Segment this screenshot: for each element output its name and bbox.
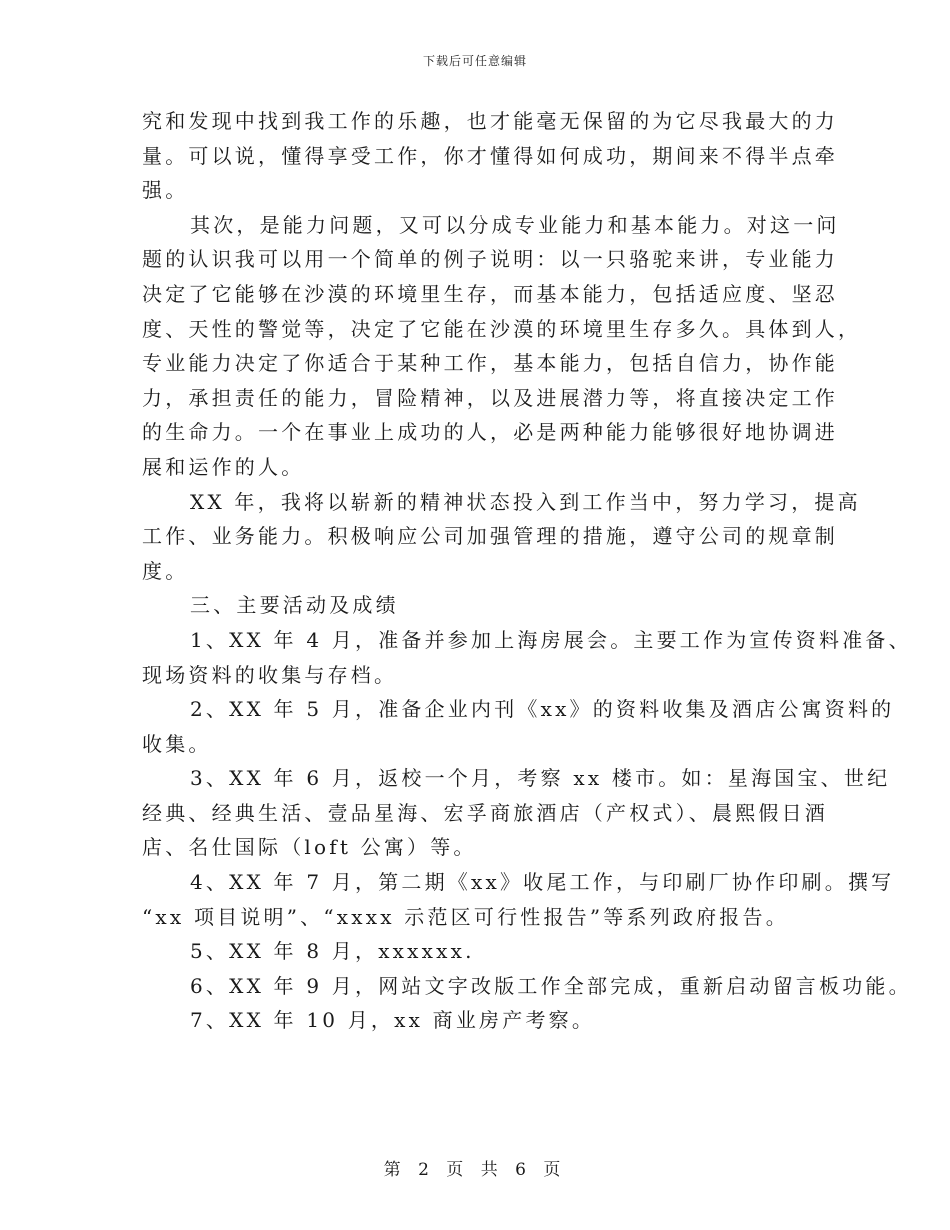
paragraph-start: XX 年，我将以崭新的精神状态投入到工作当中，努力学习，提高: [190, 489, 861, 514]
list-item: 3、XX 年 6 月，返校一个月，考察 xx 楼市。如：星海国宝、世纪: [190, 766, 891, 791]
text-line: 度、天性的警觉等，决定了它能在沙漠的环境里生存多久。具体到人，: [142, 316, 862, 341]
text-line: 店、名仕国际（loft 公寓）等。: [142, 835, 477, 860]
text-line: 度。: [142, 558, 189, 583]
text-line: 展和运作的人。: [142, 454, 305, 479]
list-item: 5、XX 年 8 月，xxxxxx.: [190, 939, 475, 964]
page-header: 下载后可任意编辑: [422, 54, 527, 68]
document-body: [142, 104, 912, 1038]
text-line: 究和发现中找到我工作的乐趣，也才能毫无保留的为它尽我最大的力: [142, 109, 838, 133]
text-line: 强。: [142, 178, 189, 203]
text-line: 现场资料的收集与存档。: [142, 662, 398, 687]
page-footer: 第 2 页 共 6 页: [383, 1160, 567, 1180]
list-item: 2、XX 年 5 月，准备企业内刊《xx》的资料收集及酒店公寓资料的: [190, 697, 895, 722]
list-item: 4、XX 年 7 月，第二期《xx》收尾工作，与印刷厂协作印刷。撰写: [190, 870, 895, 895]
text-line: 决定了它能够在沙漠的环境里生存，而基本能力，包括适应度、坚忍: [142, 281, 838, 306]
text-line: 量。可以说，懂得享受工作，你才懂得如何成功，期间来不得半点牵: [142, 143, 838, 168]
list-item: 6、XX 年 9 月，网站文字改版工作全部完成，重新启动留言板功能。: [190, 973, 912, 998]
text-line: 经典、经典生活、壹品星海、宏孚商旅酒店（产权式）、晨熙假日酒: [142, 800, 828, 825]
text-line: 的生命力。一个在事业上成功的人，必是两种能力能够很好地协调进: [142, 420, 838, 445]
text-line: 工作、业务能力。积极响应公司加强管理的措施，遵守公司的规章制: [142, 524, 838, 549]
text-line: 题的认识我可以用一个简单的例子说明：以一只骆驼来讲，专业能力: [142, 247, 838, 272]
text-line: “xx 项目说明”、“xxxx 示范区可行性报告”等系列政府报告。: [142, 904, 789, 929]
list-item: 7、XX 年 10 月，xx 商业房产考察。: [190, 1008, 596, 1033]
text-line: 收集。: [142, 731, 212, 756]
section-heading: 三、主要活动及成绩: [190, 593, 399, 618]
text-line: 力，承担责任的能力，冒险精神，以及进展潜力等，将直接决定工作: [142, 385, 838, 410]
paragraph-start: 其次，是能力问题，又可以分成专业能力和基本能力。对这一问: [190, 212, 840, 237]
list-item: 1、XX 年 4 月，准备并参加上海房展会。主要工作为宣传资料准备、: [190, 627, 912, 652]
text-line: 专业能力决定了你适合于某种工作，基本能力，包括自信力，协作能: [142, 351, 838, 376]
